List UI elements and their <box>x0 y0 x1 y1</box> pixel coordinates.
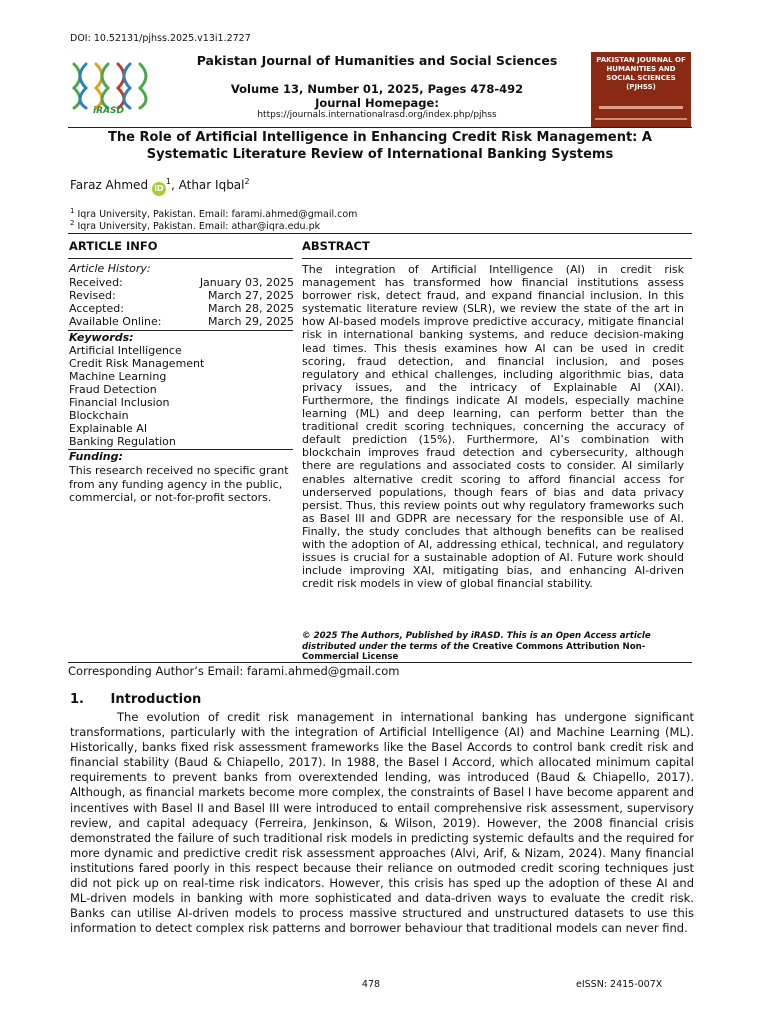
author-1-sup: 1 <box>165 177 171 186</box>
keywords-label: Keywords: <box>69 331 134 344</box>
history-available-label: Available Online: <box>69 315 162 328</box>
journal-url[interactable]: https://journals.internationalrasd.org/index.php/pjhss <box>257 110 497 120</box>
corresponding-email: Corresponding Author’s Email: farami.ahmed@gmail.com <box>68 664 400 678</box>
history-accepted-label: Accepted: <box>69 302 124 315</box>
corresponding-rule <box>68 662 692 663</box>
section-rule <box>68 233 692 234</box>
history-revised <box>69 289 294 302</box>
history-accepted-date: March 28, 2025 <box>207 302 294 315</box>
cover-decoration <box>599 106 683 109</box>
journal-name: Pakistan Journal of Humanities and Social Sciences <box>196 53 558 68</box>
author-line <box>70 177 250 196</box>
history-available-online <box>69 315 294 328</box>
affiliation-2-sup: 2 <box>70 219 75 227</box>
paper-title: The Role of Artificial Intelligence in Enhancing Credit Risk Management: A Systematic Literature Review of International Banking Systems <box>108 130 652 162</box>
keyword-item: Machine Learning <box>69 370 167 383</box>
article-info-heading: ARTICLE INFO <box>69 239 158 253</box>
history-received-date: January 03, 2025 <box>199 276 294 289</box>
introduction-paragraph: The evolution of credit risk management in international banking has undergone significant transformations, particularly with the integration of Artificial Intelligence (AI) and Machine Learning (ML). Historically, banks fixed risk assessment frameworks like the Basel Accords to control bank credit risk and financial stability (Baud & Chiapello, 2017). In 1988, the Basel I Accord, which allocated minimum capital requirements to prevent banks from overextended lending, was introduced (Baud & Chiapello, 2017). Although, as financial markets become more complex, the constraints of Basel I have become apparent and incentives with Basel II and Basel III were introduced to entail comprehensive risk assessment, supervisory review, and capital adequacy (Ferreira, Jenkinson, & Wilson, 2019). However, the 2008 financial crisis demonstrated the failure of such traditional risk models in predicting systemic defaults and the required for more dynamic and predictive credit risk assessment approaches (Alvi, Arif, & Nizam, 2024). Many financial institutions fared poorly in this respect because their reliance on outmoded credit scoring techniques just did not pick up on real-time risk indicators. However, this crisis has sped up the adoption of these AI and ML-driven models in banking with more sophisticated and data-driven ways to evaluate the credit risk. Banks can utilise AI-driven models to process massive structured and unstructured datasets to use this information to detect complex risk patterns and borrower behaviour that traditional models can never find. <box>70 710 694 936</box>
article-info-rule <box>68 258 293 259</box>
keyword-item: Blockchain <box>69 409 129 422</box>
history-revised-date: March 27, 2025 <box>207 289 294 302</box>
eissn: eISSN: 2415-007X <box>576 979 663 990</box>
history-label: Article History: <box>69 262 151 275</box>
doi: DOI: 10.52131/pjhss.2025.v13i1.2727 <box>70 33 251 44</box>
author-2: Athar Iqbal <box>178 178 245 192</box>
affiliation-1-sup: 1 <box>70 207 75 215</box>
keyword-item: Artificial Intelligence <box>69 344 182 357</box>
abstract-heading: ABSTRACT <box>302 239 370 253</box>
abstract-text: The integration of Artificial Intelligence (AI) in credit risk management has transformed how financial institutions assess borrower risk, detect fraud, and expand financial inclusion. In this systematic literature review (SLR), we review the state of the art in how AI-based models improve predictive accuracy, mitigate financial risk in international banking systems, and reduce decision-making lead times. This thesis examines how AI can be used in credit scoring, fraud detection, and financial inclusion, and poses regulatory and ethical challenges, including algorithmic bias, data privacy issues, and the intricacy of Explainable AI (XAI). Furthermore, the findings indicate AI models, especially machine learning (ML) and deep learning, can perform better than the traditional credit scoring techniques, concerning the accuracy of default prediction (15%). Furthermore, AI’s combination with blockchain improves fraud detection and cybersecurity, although there are regulations and associated costs to consider. AI similarly enables alternative credit scoring to afford financial access for underserved populations, though fears of bias and data privacy persist. Thus, this review points out why regulatory frameworks such as Basel III and GDPR are necessary for the responsible use of AI. Finally, the study concludes that although benefits can be realised with the adoption of AI, addressing ethical, technical, and regulatory issues is crucial for a sustainable adoption of AI. Future work should include improving XAI, mitigating bias, and enhancing AI-driven credit risk models in view of global financial stability. <box>302 263 684 591</box>
keyword-item: Banking Regulation <box>69 435 176 448</box>
journal-volume: Volume 13, Number 01, 2025, Pages 478-492 <box>230 82 524 96</box>
orcid-icon[interactable]: iD <box>152 182 166 196</box>
affiliation-2-text: Iqra University, Pakistan. Email: athar@iqra.edu.pk <box>77 221 321 233</box>
author-1: Faraz Ahmed <box>70 178 149 192</box>
abstract-rule <box>302 258 692 259</box>
history-received <box>69 276 294 289</box>
keyword-item: Fraud Detection <box>69 383 157 396</box>
keyword-item: Credit Risk Management <box>69 357 205 370</box>
history-available-date: March 29, 2025 <box>207 315 294 328</box>
keyword-list <box>69 344 294 448</box>
affiliation-2 <box>70 219 320 232</box>
license-link[interactable]: Creative Commons Attribution Non-Commercial License <box>302 641 646 662</box>
section-title: Introduction <box>110 692 202 707</box>
author-2-sup: 2 <box>244 177 250 186</box>
cover-decoration <box>595 118 687 120</box>
history-revised-label: Revised: <box>69 289 116 302</box>
history-accepted <box>69 302 294 315</box>
history-received-label: Received: <box>69 276 123 289</box>
keyword-item: Explainable AI <box>69 422 148 435</box>
copyright-notice <box>302 631 684 663</box>
funding-label: Funding: <box>69 450 123 463</box>
funding-text: This research received no specific grant from any funding agency in the public, commercial, or not-for-profit sectors. <box>69 464 289 504</box>
affiliation-1-text: Iqra University, Pakistan. Email: farami.ahmed@gmail.com <box>77 209 358 221</box>
journal-cover-image <box>591 52 691 128</box>
page-number: 478 <box>361 979 381 990</box>
author-separator: , <box>170 178 179 192</box>
section-number: 1. <box>70 692 84 707</box>
cover-title: PAKISTAN JOURNAL OF HUMANITIES AND SOCIAL SCIENCES (PJHSS) <box>596 56 686 92</box>
journal-homepage-label: Journal Homepage: <box>315 96 439 110</box>
keyword-item: Financial Inclusion <box>69 396 170 409</box>
header-rule <box>68 127 692 128</box>
introduction-heading <box>70 692 201 707</box>
logo-label: iRASD <box>93 106 124 116</box>
copyright-text: © 2025 The Authors, Published by iRASD. This is an Open Access article distributed under the terms of the <box>302 631 651 652</box>
